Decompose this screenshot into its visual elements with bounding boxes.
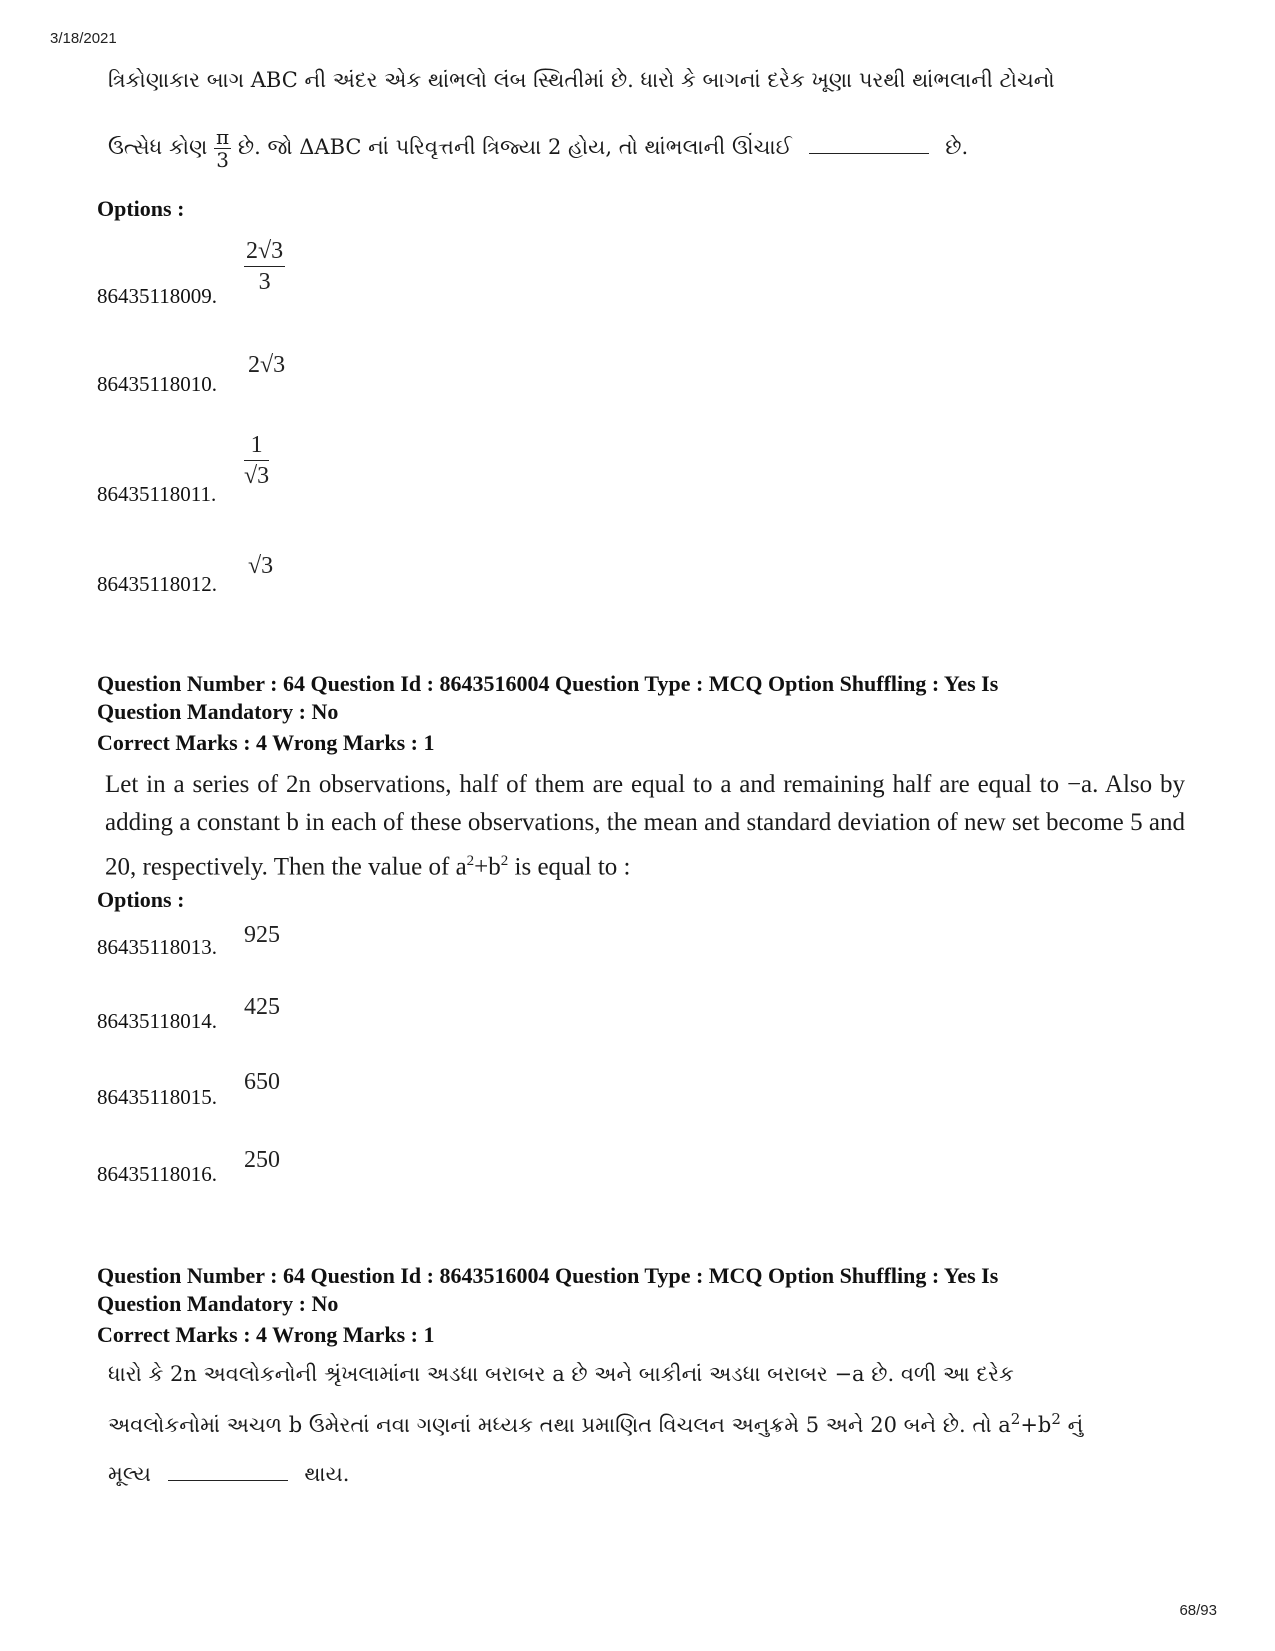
q63-text-line2-start: ઉત્સેધ કોણ <box>108 135 208 159</box>
superscript: 2 <box>466 853 475 869</box>
option-value: √3 <box>248 553 274 579</box>
q64-gu-line2-end: નું <box>1060 1413 1084 1437</box>
q64-options-label: Options : <box>97 887 185 912</box>
q64-header <box>97 670 998 726</box>
q64-gu-line2-main: અવલોકનોમાં અચળ b ઉમેરતાં નવા ગણનાં મધ્યક તથા પ્રમાણિત વિચલન અનુક્રમે 5 અને 20 બને છે. તો a <box>108 1413 1011 1437</box>
q64-header-line2: Question Mandatory : No <box>97 699 339 724</box>
q64-header-line1: Question Number : 64 Question Id : 8643516004 Question Type : MCQ Option Shuffling : Yes Is <box>97 671 999 696</box>
q64-text-plus-b: +b <box>474 853 501 881</box>
fraction-denominator: 3 <box>216 148 229 172</box>
fraction-denominator: 3 <box>258 269 271 295</box>
q63-text-line2-end: છે. <box>945 135 969 159</box>
q63-options-label: Options : <box>97 196 185 221</box>
superscript: 2 <box>1051 1410 1061 1428</box>
q63-angle-fraction <box>214 126 231 171</box>
fraction-denominator: √3 <box>244 463 270 489</box>
q64-gu-line3-start: મૂલ્ય <box>108 1462 151 1486</box>
page-number: 68/93 <box>1179 1602 1217 1619</box>
superscript: 2 <box>500 853 509 869</box>
option-id: 86435118013. <box>97 935 217 959</box>
option-id: 86435118012. <box>97 572 217 596</box>
option-value: 925 <box>244 922 280 948</box>
fraction-numerator: π <box>216 125 230 149</box>
q64-marks: Correct Marks : 4 Wrong Marks : 1 <box>97 730 435 755</box>
q64-gu-header-line2: Question Mandatory : No <box>97 1291 339 1316</box>
q64-gu-marks: Correct Marks : 4 Wrong Marks : 1 <box>97 1322 435 1347</box>
superscript: 2 <box>1010 1410 1021 1428</box>
answer-blank <box>168 1460 288 1481</box>
option-value: 250 <box>244 1147 280 1173</box>
option-fraction <box>244 430 269 491</box>
q64-text-end: is equal to : <box>508 853 631 881</box>
fraction-numerator: 2√3 <box>244 236 285 267</box>
q64-gu-header <box>97 1262 998 1318</box>
q64-gu-text-line1: ધારો કે 2n અવલોકનોની શ્રૃંખલામાંના અડધા બરાબર a છે અને બાકીનાં અડધા બરાબર −a છે. વળી આ દરેક <box>108 1362 1014 1386</box>
option-value: 2√3 <box>248 352 286 378</box>
q63-text-line1: ત્રિકોણાકાર બાગ ABC ની અંદર એક થાંભલો લંબ સ્થિતીમાં છે. ધારો કે બાગનાં દરેક ખૂણા પરથી થાંભલાની ટોચનો <box>108 68 1055 92</box>
answer-blank <box>809 133 929 154</box>
option-id: 86435118015. <box>97 1085 217 1109</box>
option-value: 425 <box>244 994 280 1020</box>
option-value <box>244 430 269 491</box>
option-id: 86435118016. <box>97 1162 217 1186</box>
option-value <box>244 236 285 297</box>
option-id: 86435118010. <box>97 372 217 396</box>
q64-text-main: Let in a series of 2n observations, half of them are equal to a and remaining half are equal to −a. Also by adding a constant b in each of these observations, the mean and standard deviation of new set become 5 and 20, respectively. Then the value of a <box>105 771 1185 881</box>
fraction-numerator: 1 <box>244 430 269 461</box>
q63-text-line2 <box>108 126 968 171</box>
option-id: 86435118009. <box>97 284 217 308</box>
option-id: 86435118011. <box>97 482 217 506</box>
q64-gu-line3-end: થાય. <box>304 1462 350 1486</box>
q64-gu-header-line1: Question Number : 64 Question Id : 8643516004 Question Type : MCQ Option Shuffling : Yes Is <box>97 1263 999 1288</box>
q63-text-line2-middle: છે. જો ΔABC નાં પરિવૃત્તની ત્રિજ્યા 2 હોય, તો થાંભલાની ઊંચાઈ <box>237 135 792 159</box>
q64-gu-line2-plus-b: +b <box>1020 1413 1052 1437</box>
option-fraction <box>244 236 285 297</box>
print-date: 3/18/2021 <box>50 30 117 47</box>
q64-gu-text-line2 <box>108 1410 1083 1438</box>
option-value: 650 <box>244 1069 280 1095</box>
option-id: 86435118014. <box>97 1009 217 1033</box>
q64-question-text <box>105 766 1185 886</box>
q64-gu-text-line3 <box>108 1460 349 1487</box>
